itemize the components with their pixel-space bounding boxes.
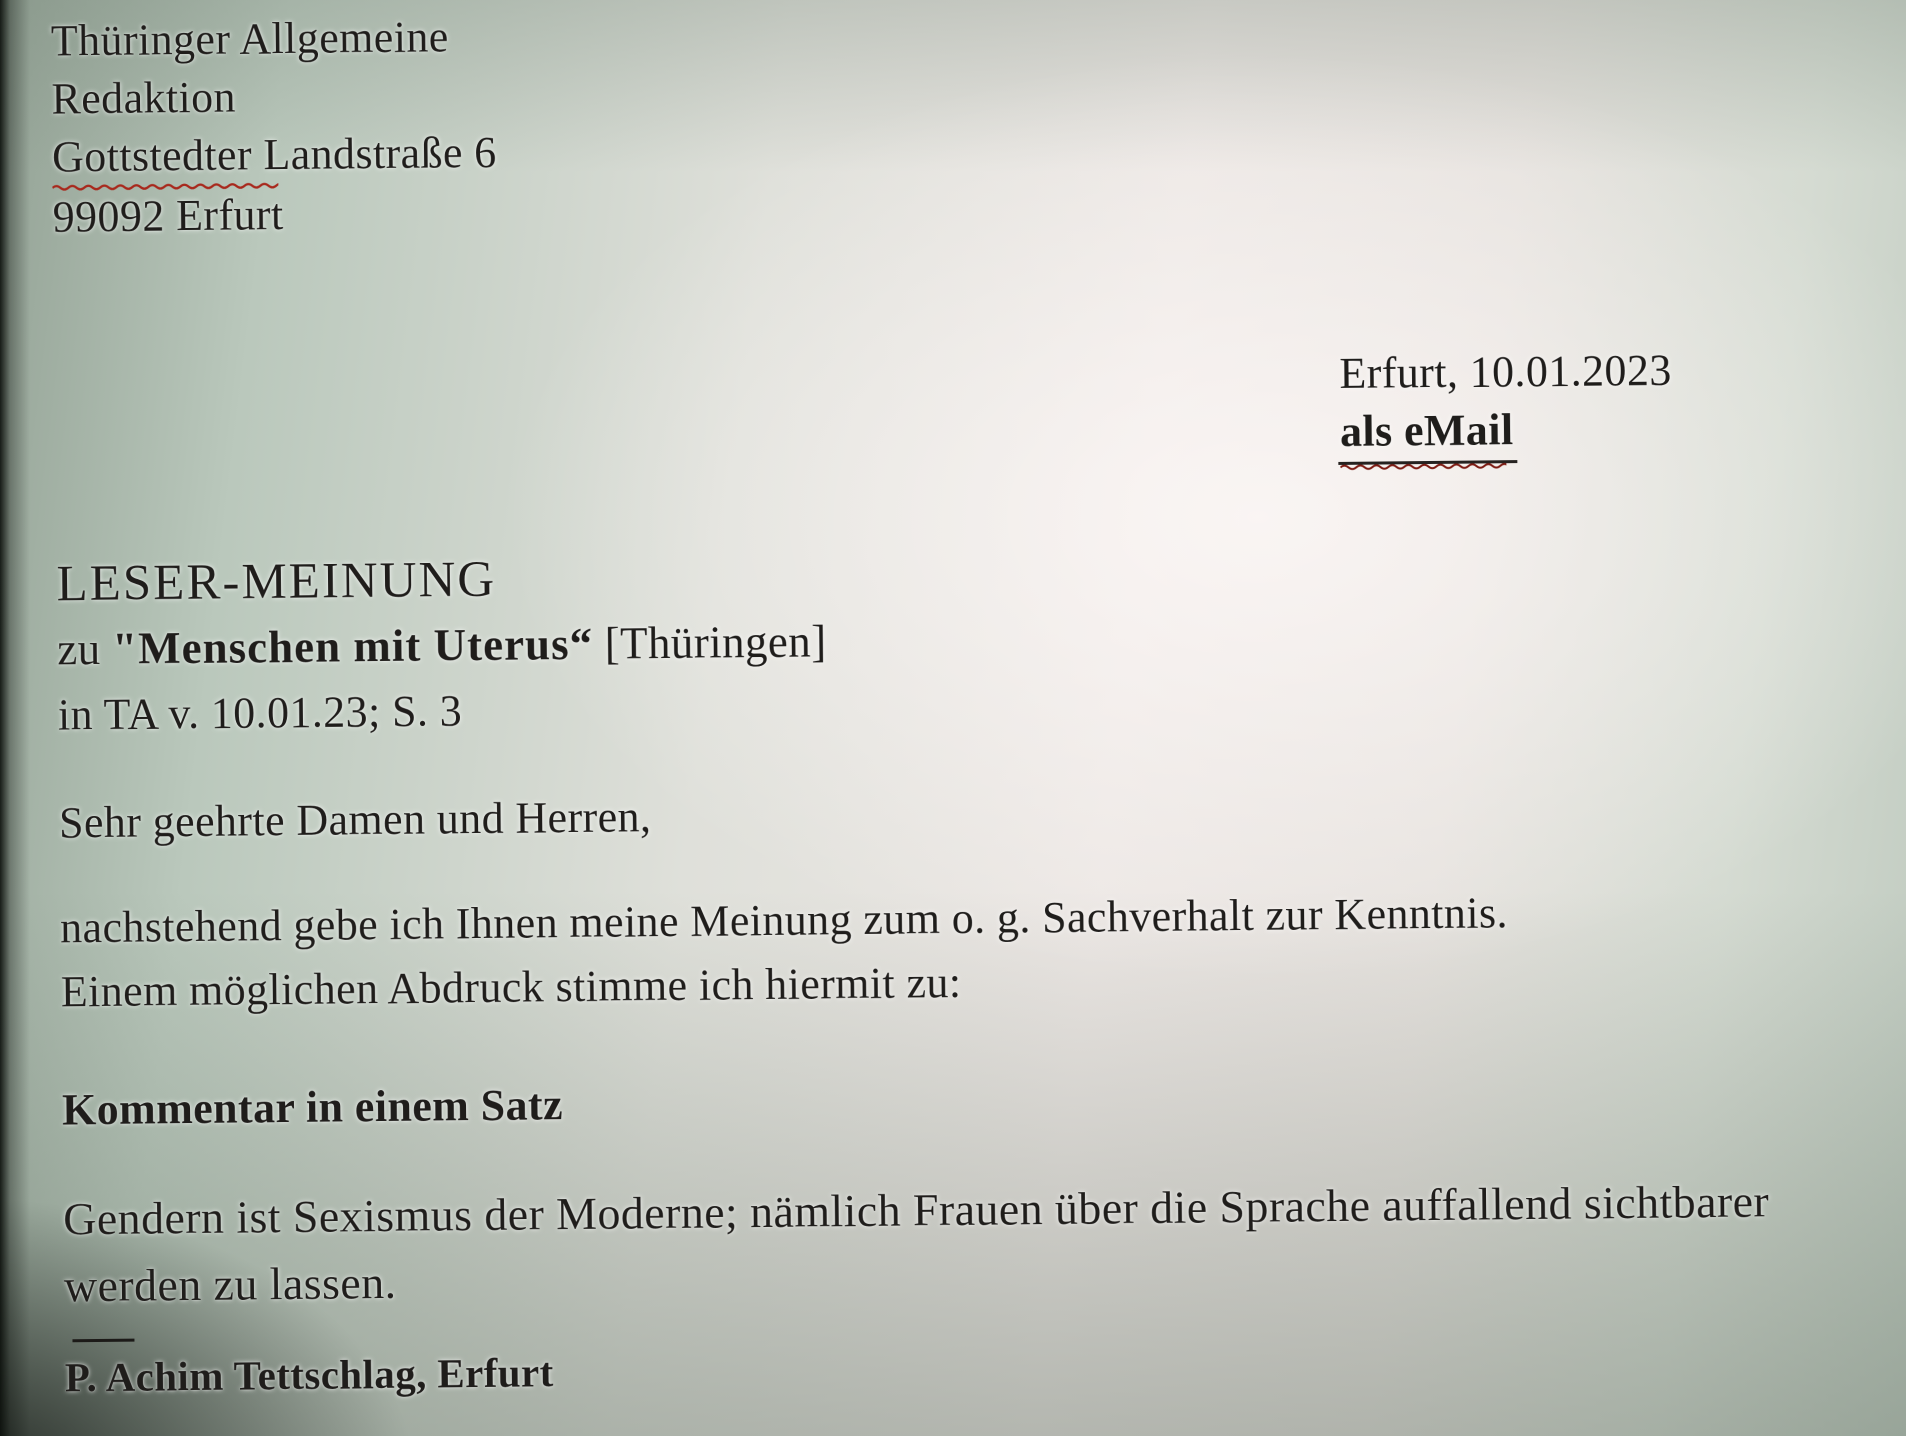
comment-line1: Gendern ist Sexismus der Moderne; nämlich Frauen über die Sprache auffallend sichtbarer bbox=[62, 1175, 1770, 1245]
recipient-city: 99092 Erfurt bbox=[52, 189, 284, 242]
comment-line2: werden zu lassen. bbox=[63, 1256, 397, 1312]
delivery-method-underlined bbox=[1340, 404, 1514, 459]
dateline: Erfurt, 10.01.2023 bbox=[1339, 345, 1672, 398]
street-rest: Landstraße 6 bbox=[251, 127, 497, 180]
intro-paragraph-line2: Einem möglichen Abdruck stimme ich hiermit zu: bbox=[60, 957, 962, 1017]
signature-name: P. Achim Tettschlag, Erfurt bbox=[64, 1349, 554, 1401]
subject-source: in TA v. 10.01.23; S. 3 bbox=[57, 686, 463, 740]
subject-ref-prefix: zu bbox=[56, 623, 113, 675]
delivery-method-text: als eMail bbox=[1340, 404, 1514, 459]
subject-ref-suffix: [Thüringen] bbox=[592, 616, 827, 669]
delivery-method bbox=[1340, 404, 1514, 459]
subject-ref-bold: "Menschen mit Uterus“ bbox=[111, 618, 594, 674]
salutation: Sehr geehrte Damen und Herren, bbox=[58, 792, 652, 848]
comment-heading: Kommentar in einem Satz bbox=[61, 1080, 564, 1135]
intro-paragraph-line1: nachstehend gebe ich Ihnen meine Meinung zum o. g. Sachverhalt zur Kenntnis. bbox=[59, 888, 1509, 953]
spellcheck-underline-icon bbox=[1340, 461, 1506, 472]
spellcheck-flagged-word bbox=[52, 129, 252, 182]
subject-reference bbox=[57, 615, 827, 675]
recipient-name: Thüringer Allgemeine bbox=[50, 12, 449, 66]
recipient-street bbox=[52, 127, 497, 183]
street-word: Gottstedter bbox=[51, 130, 253, 182]
recipient-department: Redaktion bbox=[51, 72, 237, 124]
signature-rule bbox=[72, 1339, 134, 1343]
letter-title: LESER-MEINUNG bbox=[56, 551, 497, 613]
